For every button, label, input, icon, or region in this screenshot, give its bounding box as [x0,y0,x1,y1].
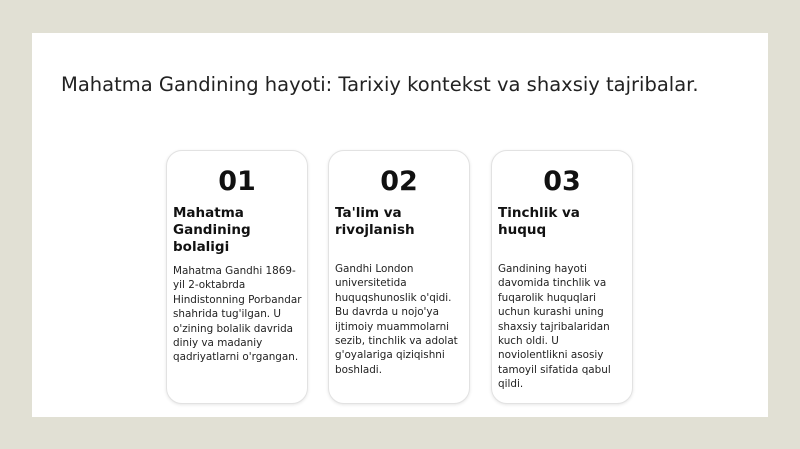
card-peace-rights [491,150,633,404]
slide [32,33,768,417]
card-text: Gandining hayoti davomida tinchlik va fuqarolik huquqlari uchun kurashi uning shaxsiy tajribalaridan kuch oldi. U noviolentlikni asosiy tamoyil sifatida qabul qildi. [498,263,611,391]
card-heading: Ta'lim va rivojlanish [335,205,415,238]
card-heading: Tinchlik va huquq [498,205,580,238]
card-text: Gandhi London universitetida huquqshunoslik o'qidi. Bu davrda u nojo'ya ijtimoiy muammolarni sezib, tinchlik va adolat g'oyalariga qiziqishni boshladi. [335,263,458,376]
card-childhood [166,150,308,404]
card-number: 03 [543,166,581,197]
card-number: 01 [218,166,256,197]
slide-title: Mahatma Gandining hayoti: Tarixiy kontekst va shaxsiy tajribalar. [61,73,699,96]
card-education [328,150,470,404]
card-heading: Mahatma Gandining bolaligi [173,205,251,255]
card-number: 02 [380,166,418,197]
card-text: Mahatma Gandhi 1869-yil 2-oktabrda Hindistonning Porbandar shahrida tug'ilgan. U o'zining bolalik davrida diniy va madaniy qadriyatlarni o'rgangan. [173,265,302,364]
